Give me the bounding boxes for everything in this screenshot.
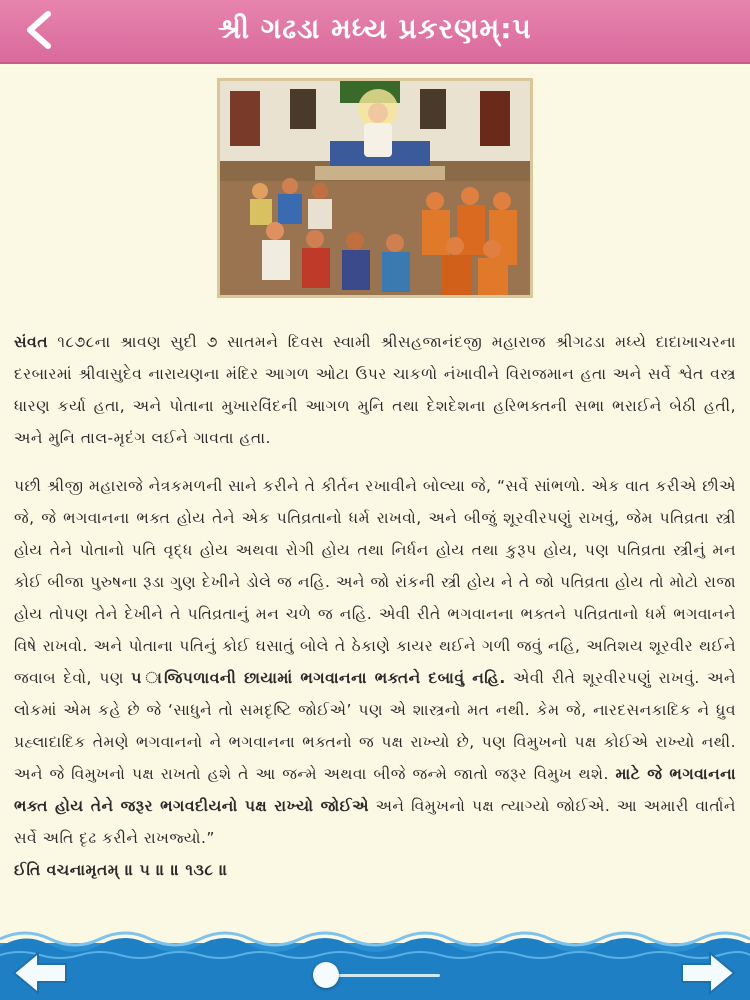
hero-illustration [217, 78, 533, 298]
closing-line: ઈતિ વચનામૃતમ્ ॥ ૫ ॥ ॥ ૧૩૮ ॥ [14, 861, 228, 879]
vachanamrut-text [14, 326, 736, 902]
paragraph-1 [14, 326, 736, 454]
paragraph-2-text-a: પછી શ્રીજી મહારાજે નેત્રકમળની સાને કરીને તે કીર્તન રખાવીને બોલ્યા જે, “સર્વે સાંભળો. એક વાત કરીએ છીએ જે, જે ભગવાનના ભક્ત હોય તેને એક પતિવ્રતાનો ધર્મ રાખવો, અને બીજું શૂરવીરપણું રાખવું, જેમ પતિવ્રતા સ્ત્રી હોય તેને પોતાનો પતિ વૃદ્ધ હોય અથવા રોગી હોય તથા નિર્ધન હોય તથા કુરૂપ હોય, પણ પતિવ્રતા સ્ત્રીનું મન કોઈ બીજા પુરુષના રૂડા ગુણ દેખીને ડોલે જ નહિ. અને જો રાંકની સ્ત્રી હોય ને તે જો પતિવ્રતા હોય તો મોટો રાજા હોય તોપણ તેને દેખીને તે પતિવ્રતાનું મન ચળે જ નહિ. એવી રીતે ભગવાનના ભક્તને પતિવ્રતાનો ધર્મ ભગવાનને વિષે રાખવો. અને પોતાના પતિનું કોઈ ઘસાતું બોલે તે ઠેકાણે કાયર થઈને ગળી જવું નહિ, અતિશય શૂરવીર થઈને જવાબ દેવો, પણ [14, 477, 736, 687]
next-page-button[interactable] [678, 950, 738, 996]
paragraph-2-text-c: અને વિમુખનો પક્ષ ત્યાગ્યો જોઈએ. આ અમારી વાર્તાને સર્વે અતિ દૃઢ કરીને રાખજ્યો.” [14, 797, 736, 847]
page-slider-knob[interactable] [313, 962, 339, 988]
paragraph-2-bold-a: ૫ ાજિપળાવની છાયામાં ભગવાનના ભક્તને દબાવું નહિ. [131, 669, 506, 687]
paragraph-2-text-b: એવી રીતે શૂરવીરપણું રાખવું. અને લોકમાં એમ કહે છે જે ‘સાધુને તો સમદૃષ્ટિ જોઈએ’ પણ એ શાસ્ત્રનો મત નથી. કેમ જે, નારદસનકાદિક ને ધ્રુવ પ્રહ્લાદાદિક તેમણે ભગવાનનો ને ભગવાનના ભક્તનો જ પક્ષ રાખ્યો છે, પણ વિમુખનો પક્ષ કોઈએ રાખ્યો નથી. અને જે વિમુખનો પક્ષ રાખતો હશે તે આ જન્મે અથવા બીજે જન્મે જાતો જરૂર વિમુખ થશે. [14, 669, 736, 783]
prev-page-button[interactable] [10, 950, 70, 996]
page-title: શ્રી ગઢડા મધ્ય પ્રકરણમ્:૫ [218, 12, 532, 45]
arrow-right-icon [678, 950, 738, 996]
page-slider-track[interactable] [330, 974, 440, 977]
footer-wave-decoration [0, 925, 750, 1000]
header-bar [0, 0, 750, 64]
paragraph-2-bold-b: માટે જે ભગવાનના ભક્ત હોય તેને જરૂર ભગવદીયનો પક્ષ રાખ્યો જોઈએ [14, 765, 736, 815]
arrow-left-icon [10, 950, 70, 996]
paragraph-1-text: ૧૮૭૮ના શ્રાવણ સુદી ૭ સાતમને દિવસ સ્વામી શ્રીસહજાનંદજી મહારાજ શ્રીગઢડા મધ્યે દાદાખાચરના દરબારમાં શ્રીવાસુદેવ નારાયણના મંદિર આગળ ઓટા ઉપર ચાકળો નંખાવીને વિરાજમાન હતા અને સર્વે શ્વેત વસ્ત્ર ધારણ કર્યા હતા, અને પોતાના મુખારવિંદની આગળ મુનિ તથા દેશદેશના હરિભક્તની સભા ભરાઈને બેઠી હતી, અને મુનિ તાલ-મૃદંગ લઈને ગાવતા હતા. [14, 333, 736, 447]
paragraph-2 [14, 470, 736, 886]
samvat-label: સંવત [14, 333, 48, 351]
